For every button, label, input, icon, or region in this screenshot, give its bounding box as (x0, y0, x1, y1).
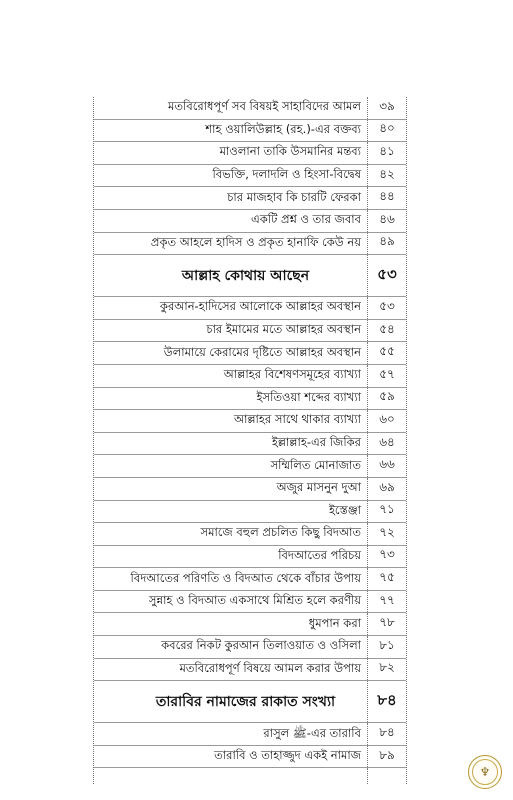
toc-entry-title: তারাবি ও তাহাজ্জুদ একই নামাজ (214, 748, 361, 763)
toc-entry-page: ৮৪ (367, 723, 406, 745)
toc-entry-title: মতবিরোধপূর্ণ সব বিষয়ই সাহাবিদের আমল (168, 99, 361, 114)
toc-entry (94, 568, 406, 591)
toc-entry-title: বিভক্তি, দলাদলি ও হিংসা-বিদ্বেষ (212, 167, 361, 182)
toc-entry (94, 388, 406, 411)
toc-entry-page: ৫৩ (367, 297, 406, 319)
toc-entry (94, 297, 406, 320)
toc-entry-page: ৪২ (367, 165, 406, 187)
toc-entry (94, 187, 406, 210)
toc-entry (94, 613, 406, 636)
toc-continuation (94, 768, 406, 784)
toc-entry-page: ৭১ (367, 501, 406, 523)
toc-entry-page: ৮২ (367, 659, 406, 681)
toc-entry (94, 165, 406, 188)
toc-entry (94, 723, 406, 746)
toc-entry-page: ৭৭ (367, 591, 406, 613)
toc-entry-page: ৭২ (367, 523, 406, 545)
toc-entry-title: কবরের নিকট কুরআন তিলাওয়াত ও ওসিলা (161, 638, 361, 653)
toc-entry-title: অজুর মাসনুন দুআ (276, 480, 361, 495)
toc-entry-page: ৪৯ (367, 233, 406, 255)
toc-entry (94, 142, 406, 165)
toc-entry (94, 659, 406, 682)
toc-entry (94, 636, 406, 659)
toc-entry-title: বিদআতের পরিচয় (278, 547, 361, 562)
toc-entry-title: প্রকৃত আহলে হাদিস ও প্রকৃত হানাফি কেউ নয় (150, 234, 361, 249)
toc-entry (94, 120, 406, 143)
toc-entry-page: ৫৫ (367, 342, 406, 364)
publisher-logo-icon (468, 755, 502, 789)
toc-entry (94, 433, 406, 456)
toc-entry-title: একটি প্রশ্ন ও তার জবাব (251, 212, 361, 227)
toc-entry (94, 591, 406, 614)
toc-entry-page: ৬৪ (367, 433, 406, 455)
toc-entry-page: ৭৩ (367, 546, 406, 568)
toc-entry (94, 210, 406, 233)
toc-entry-page: ৩৯ (367, 97, 406, 119)
toc-entry (94, 320, 406, 343)
toc-entry (94, 97, 406, 120)
toc-entry (94, 546, 406, 569)
toc-entry-title: ধুমপান করা (308, 615, 361, 630)
toc-entry-title: ইস্তেঞ্জা (328, 502, 361, 517)
toc-entry-title: ইসতিওয়া শব্দের ব্যাখ্যা (256, 389, 361, 404)
toc-entry-page: ৮৯ (367, 746, 406, 768)
toc-entry-page: ৭৮ (367, 613, 406, 635)
toc-entry-title: সমাজে বহুল প্রচলিত কিছু বিদআত (200, 525, 361, 540)
toc-entry-page: ৪০ (367, 120, 406, 142)
toc-entry-page: ৮৪ (367, 681, 406, 722)
toc-entry-page: ৭৫ (367, 568, 406, 590)
toc-entry-page: ৬০ (367, 410, 406, 432)
toc-entry (94, 455, 406, 478)
toc-entry-title: সম্মিলিত মোনাজাত (270, 457, 361, 472)
toc-entry-title: আল্লাহ কোথায় আছেন (181, 267, 310, 284)
toc-entry-title: উলামায়ে কেরামের দৃষ্টিতে আল্লাহর অবস্থান (163, 344, 361, 359)
toc-entry-title: চার মাজহাব কি চারটি ফেরকা (227, 189, 361, 204)
table-of-contents (93, 97, 407, 784)
toc-entry-title: কুরআন-হাদিসের আলোকে আল্লাহর অবস্থান (159, 299, 361, 314)
toc-entry-page: ৬৬ (367, 455, 406, 477)
toc-section-heading (94, 255, 406, 297)
toc-entry-page: ৪৬ (367, 210, 406, 232)
toc-continuation-page (367, 768, 406, 784)
toc-entry-title: আল্লাহর বিশেষণসমূহের ব্যাখ্যা (223, 367, 361, 382)
toc-entry-page: ৪১ (367, 142, 406, 164)
toc-entry (94, 478, 406, 501)
toc-entry (94, 746, 406, 769)
toc-entry (94, 523, 406, 546)
toc-entry-title: মাওলানা তাকি উসমানির মন্তব্য (219, 144, 361, 159)
toc-entry-page: ৫৩ (367, 255, 406, 296)
toc-entry-title: মতবিরোধপূর্ণ বিষয়ে আমল করার উপায় (179, 660, 361, 675)
toc-entry-page: ৮১ (367, 636, 406, 658)
toc-entry-page: ৫৪ (367, 320, 406, 342)
toc-section-heading (94, 681, 406, 723)
toc-entry (94, 365, 406, 388)
emblem-inner: ♆ (472, 759, 498, 785)
toc-entry (94, 233, 406, 256)
toc-entry-title: তারাবির নামাজের রাকাত সংখ্যা (155, 693, 336, 710)
toc-entry-title: ইল্লাল্লাহ-এর জিকির (271, 435, 361, 450)
toc-entry-page: ৪৪ (367, 187, 406, 209)
toc-entry-page: ৫৯ (367, 388, 406, 410)
toc-entry-page: ৫৭ (367, 365, 406, 387)
toc-entry (94, 342, 406, 365)
toc-entry-title: শাহ ওয়ালিউল্লাহ (রহ.)-এর বক্তব্য (205, 121, 361, 136)
toc-entry-title: বিদআতের পরিণতি ও বিদআত থেকে বাঁচার উপায় (130, 570, 361, 585)
toc-entry (94, 501, 406, 524)
toc-entry-page: ৬৯ (367, 478, 406, 500)
toc-entry-title: আল্লাহর সাথে থাকার ব্যাখ্যা (233, 412, 361, 427)
toc-entry (94, 410, 406, 433)
toc-entry-title: রাসুল ﷺ-এর তারাবি (263, 725, 361, 740)
toc-entry-title: সুন্নাহ ও বিদআত একসাথে মিশ্রিত হলে করণীয় (148, 593, 361, 608)
toc-entry-title: চার ইমামের মতে আল্লাহর অবস্থান (206, 322, 361, 337)
